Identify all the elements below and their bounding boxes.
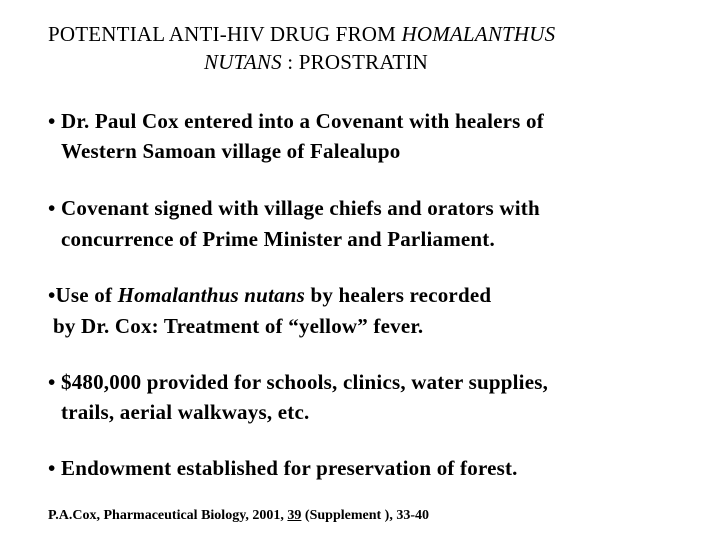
bullet-3-line-1-suffix: by healers recorded xyxy=(305,283,492,307)
title-line-2-italic: NUTANS xyxy=(204,50,282,74)
title-line-2 xyxy=(204,48,428,76)
bullet-2-line-1: • Covenant signed with village chiefs and orators with xyxy=(48,196,540,220)
bullet-2-line-2: concurrence of Prime Minister and Parliament. xyxy=(61,227,495,251)
citation-prefix: P.A.Cox, Pharmaceutical Biology, 2001, xyxy=(48,508,288,523)
bullet-1-line-1: • Dr. Paul Cox entered into a Covenant with healers of xyxy=(48,109,544,133)
title-line-1 xyxy=(48,20,555,48)
bullet-3-line-2: by Dr. Cox: Treatment of “yellow” fever. xyxy=(53,314,424,338)
title-line-2-rest: : PROSTRATIN xyxy=(281,50,428,74)
citation-volume: 39 xyxy=(287,508,302,523)
bullet-4-line-1: • $480,000 provided for schools, clinics, water supplies, xyxy=(48,370,549,394)
bullet-1-line-2: Western Samoan village of Falealupo xyxy=(61,139,401,163)
bullet-3-line-1 xyxy=(48,280,491,310)
bullet-3-line-1-prefix: •Use of xyxy=(48,283,118,307)
bullet-3-line-1-italic: Homalanthus nutans xyxy=(117,283,306,307)
citation xyxy=(48,508,429,524)
title-line-1-italic: HOMALANTHUS xyxy=(401,22,556,46)
title-line-1-prefix: POTENTIAL ANTI-HIV DRUG FROM xyxy=(48,22,402,46)
bullet-4-line-2: trails, aerial walkways, etc. xyxy=(61,400,310,424)
bullet-5-line-1: • Endowment established for preservation of forest. xyxy=(48,456,518,480)
citation-suffix: (Supplement ), 33-40 xyxy=(301,508,429,523)
